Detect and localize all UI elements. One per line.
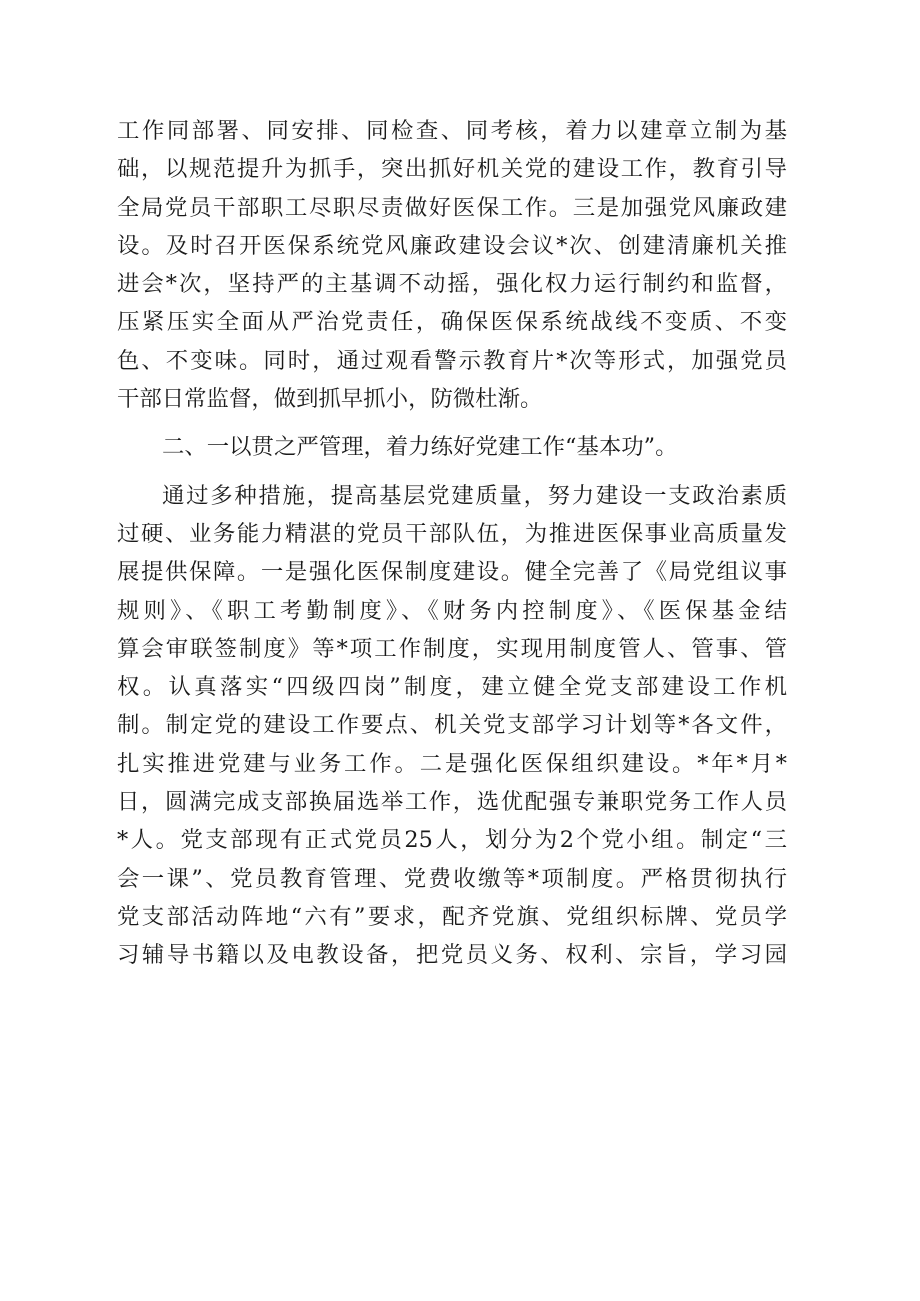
text-line: 础，以规范提升为抓手，突出抓好机关党的建设工作，教育引导 <box>117 156 787 183</box>
heading-line: 二、一以贯之严管理，着力练好党建工作“基本功”。 <box>162 434 678 461</box>
text-line: 压紧压实全面从严治党责任，确保医保系统战线不变质、不变 <box>117 309 787 336</box>
text-line: 习辅导书籍以及电教设备，把党员义务、权利、宗旨，学习园 <box>117 942 787 969</box>
document-body <box>117 112 787 975</box>
text-line: 党支部活动阵地“六有”要求，配齐党旗、党组织标牌、党员学 <box>117 903 787 930</box>
paragraph-spacer <box>117 467 787 477</box>
text-line: *人。党支部现有正式党员25人，划分为2个党小组。制定“三 <box>117 827 787 854</box>
text-line: 规则》、《职工考勤制度》、《财务内控制度》、《医保基金结 <box>117 597 787 624</box>
section-heading <box>117 428 787 466</box>
paragraph <box>117 477 787 975</box>
text-line: 会一课”、党员教育管理、党费收缴等*项制度。严格贯彻执行 <box>117 865 787 892</box>
text-line: 日，圆满完成支部换届选举工作，选优配强专兼职党务工作人员 <box>117 789 787 816</box>
paragraph-spacer <box>117 418 787 428</box>
text-line: 全局党员干部职工尽职尽责做好医保工作。三是加强党风廉政建 <box>117 194 787 221</box>
text-line: 制。制定党的建设工作要点、机关党支部学习计划等*各文件， <box>117 712 787 739</box>
text-line: 通过多种措施，提高基层党建质量，努力建设一支政治素质 <box>162 482 787 509</box>
text-line: 权。认真落实“四级四岗”制度，建立健全党支部建设工作机 <box>117 674 787 701</box>
text-line: 工作同部署、同安排、同检查、同考核，着力以建章立制为基 <box>117 118 787 144</box>
text-line: 过硬、业务能力精湛的党员干部队伍，为推进医保事业高质量发 <box>117 520 787 547</box>
text-line: 扎实推进党建与业务工作。二是强化医保组织建设。*年*月* <box>117 750 787 777</box>
text-line: 色、不变味。同时，通过观看警示教育片*次等形式，加强党员 <box>117 347 787 374</box>
text-line: 干部日常监督，做到抓早抓小，防微杜渐。 <box>117 386 543 413</box>
text-line: 展提供保障。一是强化医保制度建设。健全完善了《局党组议事 <box>117 559 787 586</box>
paragraph <box>117 112 787 418</box>
text-line: 设。及时召开医保系统党风廉政建设会议*次、创建清廉机关推 <box>117 232 787 259</box>
text-line: 进会*次，坚持严的主基调不动摇，强化权力运行制约和监督， <box>117 271 787 298</box>
text-line: 算会审联签制度》等*项工作制度，实现用制度管人、管事、管 <box>117 635 787 662</box>
